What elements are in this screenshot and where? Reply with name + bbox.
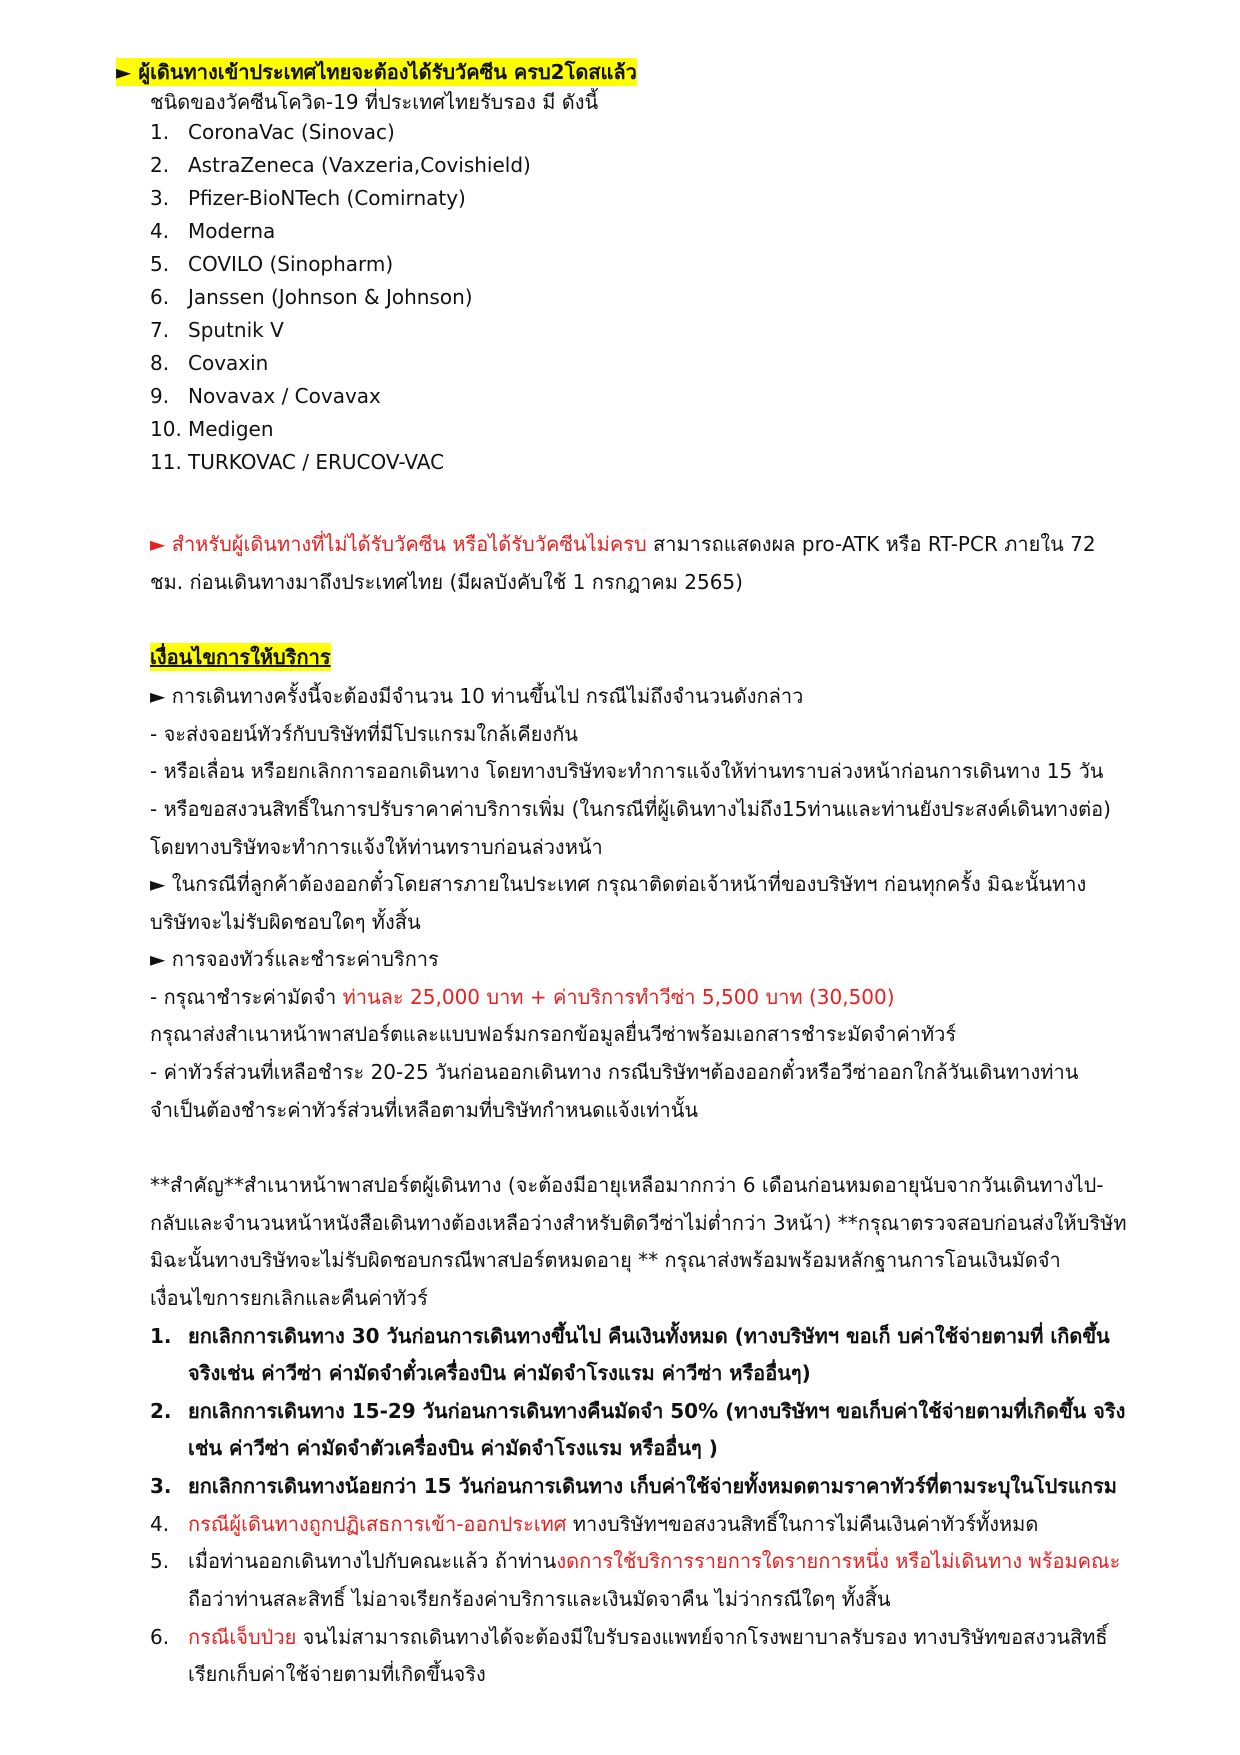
- vaccine-name: CoronaVac (Sinovac): [188, 120, 395, 144]
- list-number: 3.: [150, 186, 170, 210]
- cancellation-text: [188, 1623, 1108, 1651]
- service-line: โดยทางบริษัทจะทำการแจ้งให้ท่านทราบก่อนล่วงหน้า: [150, 835, 603, 859]
- unvaccinated-note-line2: ชม. ก่อนเดินทางมาถึงประเทศไทย (มีผลบังคับใช้ 1 กรกฎาคม 2565): [150, 570, 743, 594]
- service-conditions-heading: เงื่อนไขการให้บริการ: [150, 645, 331, 669]
- cancellation-text: [188, 1510, 1038, 1538]
- cancellation-pre: เมื่อท่านออกเดินทางไปกับคณะแล้ว ถ้าท่าน: [188, 1549, 557, 1573]
- vaccine-name: Medigen: [188, 417, 274, 441]
- vaccine-name: Janssen (Johnson & Johnson): [188, 285, 473, 309]
- vaccine-name: Moderna: [188, 219, 276, 243]
- passport-note-line: มิฉะนั้นทางบริษัทจะไม่รับผิดชอบกรณีพาสปอร์ตหมดอายุ ** กรุณาส่งพร้อมพร้อมหลักฐานการโอนเงินมัดจำ: [150, 1248, 1061, 1272]
- list-number: 5.: [150, 1549, 170, 1573]
- cancellation-text: ยกเลิกการเดินทาง 30 วันก่อนการเดินทางขึ้นไป คืนเงินทั้งหมด (ทางบริษัทฯ ขอเก็ บค่าใช้จ่ายตามที่ เกิดขึ้น: [188, 1324, 1110, 1348]
- list-number: 3.: [150, 1474, 172, 1498]
- unvaccinated-highlight: ► สำหรับผู้เดินทางที่ไม่ได้รับวัคซีน หรือได้รับวัคซีนไม่ครบ: [150, 532, 647, 556]
- cancellation-rest: ทางบริษัทฯขอสงวนสิทธิ์ในการไม่คืนเงินค่าทัวร์ทั้งหมด: [566, 1512, 1039, 1536]
- service-line: - หรือขอสงวนสิทธิ์ในการปรับราคาค่าบริการเพิ่ม (ในกรณีที่ผู้เดินทางไม่ถึง15ท่านและท่านยังประสงค์เดินทางต่อ): [150, 797, 1111, 821]
- service-line: กรุณาส่งสำเนาหน้าพาสปอร์ตและแบบฟอร์มกรอกข้อมูลยื่นวีซ่าพร้อมเอกสารชำระมัดจำค่าทัวร์: [150, 1022, 957, 1046]
- service-line: บริษัทจะไม่รับผิดชอบใดๆ ทั้งสิ้น: [150, 910, 421, 934]
- cancellation-highlight: กรณีเจ็บป่วย: [188, 1625, 297, 1649]
- unvaccinated-rest: สามารถแสดงผล pro-ATK หรือ RT-PCR ภายใน 72: [646, 532, 1096, 556]
- list-number: 1.: [150, 1324, 172, 1348]
- list-number: 4.: [150, 1512, 170, 1536]
- cancellation-text: ยกเลิกการเดินทางน้อยกว่า 15 วันก่อนการเดินทาง เก็บค่าใช้จ่ายทั้งหมดตามราคาทัวร์ที่ตามระบุในโปรแกรม: [188, 1474, 1117, 1498]
- vaccine-name: AstraZeneca (Vaxzeria,Covishield): [188, 153, 531, 177]
- unvaccinated-note: [150, 530, 1096, 558]
- deposit-line: [150, 983, 895, 1011]
- cancellation-rest: จนไม่สามารถเดินทางได้จะต้องมีใบรับรองแพทย์จากโรงพยาบาลรับรอง ทางบริษัทขอสงวนสิทธิ์: [296, 1625, 1108, 1649]
- service-line: - จะส่งจอยน์ทัวร์กับบริษัทที่มีโปรแกรมใกล้เคียงกัน: [150, 722, 578, 746]
- list-number: 9.: [150, 384, 170, 408]
- cancellation-text: [188, 1547, 1120, 1575]
- service-line: จำเป็นต้องชำระค่าทัวร์ส่วนที่เหลือตามที่บริษัทกำหนดแจ้งเท่านั้น: [150, 1098, 699, 1122]
- cancellation-heading: เงื่อนไขการยกเลิกและคืนค่าทัวร์: [150, 1286, 428, 1310]
- cancellation-text: ยกเลิกการเดินทาง 15-29 วันก่อนการเดินทางคืนมัดจำ 50% (ทางบริษัทฯ ขอเก็บค่าใช้จ่ายตามที่เกิดขึ้น จริง: [188, 1399, 1126, 1423]
- vaccine-name: COVILO (Sinopharm): [188, 252, 394, 276]
- passport-note-line: กลับและจำนวนหน้าหนังสือเดินทางต้องเหลือว่างสำหรับติดวีซ่าไม่ต่ำกว่า 3หน้า) **กรุณาตรวจสอบก่อนส่งให้บริษัท: [150, 1211, 1127, 1235]
- vaccine-intro: ชนิดของวัคซีนโควิด-19 ที่ประเทศไทยรับรอง มี ดังนี้: [150, 90, 599, 114]
- list-number: 1.: [150, 120, 170, 144]
- cancellation-text: เช่น ค่าวีซ่า ค่ามัดจำตัวเครื่องบิน ค่ามัดจำโรงแรม หรืออื่นๆ ): [188, 1436, 718, 1460]
- deposit-amount: ท่านละ 25,000 บาท + ค่าบริการทำวีซ่า 5,500 บาท (30,500): [342, 985, 895, 1009]
- vaccine-name: Sputnik V: [188, 318, 284, 342]
- cancellation-highlight: งดการใช้บริการรายการใดรายการหนึ่ง หรือไม่เดินทาง พร้อมคณะ: [556, 1549, 1121, 1573]
- service-line: ► ในกรณีที่ลูกค้าต้องออกตั๋วโดยสารภายในประเทศ กรุณาติดต่อเจ้าหน้าที่ของบริษัทฯ ก่อนทุกครั้ง มิฉะนั้นทาง: [150, 872, 1087, 896]
- list-number: 2.: [150, 153, 170, 177]
- vaccine-name: Novavax / Covavax: [188, 384, 381, 408]
- list-number: 11.: [150, 450, 182, 474]
- list-number: 8.: [150, 351, 170, 375]
- cancellation-text: ถือว่าท่านสละสิทธิ์ ไม่อาจเรียกร้องค่าบริการและเงินมัดจาคืน ไม่ว่ากรณีใดๆ ทั้งสิ้น: [188, 1587, 891, 1611]
- service-line: ► การเดินทางครั้งนี้จะต้องมีจำนวน 10 ท่านขึ้นไป กรณีไม่ถึงจำนวนดังกล่าว: [150, 684, 804, 708]
- list-number: 4.: [150, 219, 170, 243]
- vaccine-headline: ► ผู้เดินทางเข้าประเทศไทยจะต้องได้รับวัคซีน ครบ2โดสแล้ว: [116, 60, 637, 84]
- list-number: 2.: [150, 1399, 172, 1423]
- cancellation-highlight: กรณีผู้เดินทางถูกปฏิเสธการเข้า-ออกประเทศ: [188, 1512, 567, 1536]
- vaccine-name: TURKOVAC / ERUCOV-VAC: [188, 450, 445, 474]
- list-number: 6.: [150, 285, 170, 309]
- service-line: - ค่าทัวร์ส่วนที่เหลือชำระ 20-25 วันก่อนออกเดินทาง กรณีบริษัทฯต้องออกตั๋วหรือวีซ่าออกใกล้วันเดินทางท่าน: [150, 1060, 1079, 1084]
- vaccine-name: Covaxin: [188, 351, 269, 375]
- cancellation-text: จริงเช่น ค่าวีซ่า ค่ามัดจำตั๋วเครื่องบิน ค่ามัดจำโรงแรม ค่าวีซ่า หรืออื่นๆ): [188, 1361, 811, 1385]
- list-number: 10.: [150, 417, 182, 441]
- list-number: 5.: [150, 252, 170, 276]
- passport-note-line: **สำคัญ**สำเนาหน้าพาสปอร์ตผู้เดินทาง (จะต้องมีอายุเหลือมากกว่า 6 เดือนก่อนหมดอายุนับจากวันเดินทางไป-: [150, 1173, 1104, 1197]
- service-line: ► การจองทัวร์และชำระค่าบริการ: [150, 947, 439, 971]
- service-line: - หรือเลื่อน หรือยกเลิกการออกเดินทาง โดยทางบริษัทจะทำการแจ้งให้ท่านทราบล่วงหน้าก่อนการเดินทาง 15 วัน: [150, 759, 1104, 783]
- list-number: 7.: [150, 318, 170, 342]
- vaccine-name: Pfizer-BioNTech (Comirnaty): [188, 186, 466, 210]
- list-number: 6.: [150, 1625, 170, 1649]
- cancellation-text: เรียกเก็บค่าใช้จ่ายตามที่เกิดขึ้นจริง: [188, 1662, 486, 1686]
- deposit-prefix: - กรุณาชำระค่ามัดจำ: [150, 985, 343, 1009]
